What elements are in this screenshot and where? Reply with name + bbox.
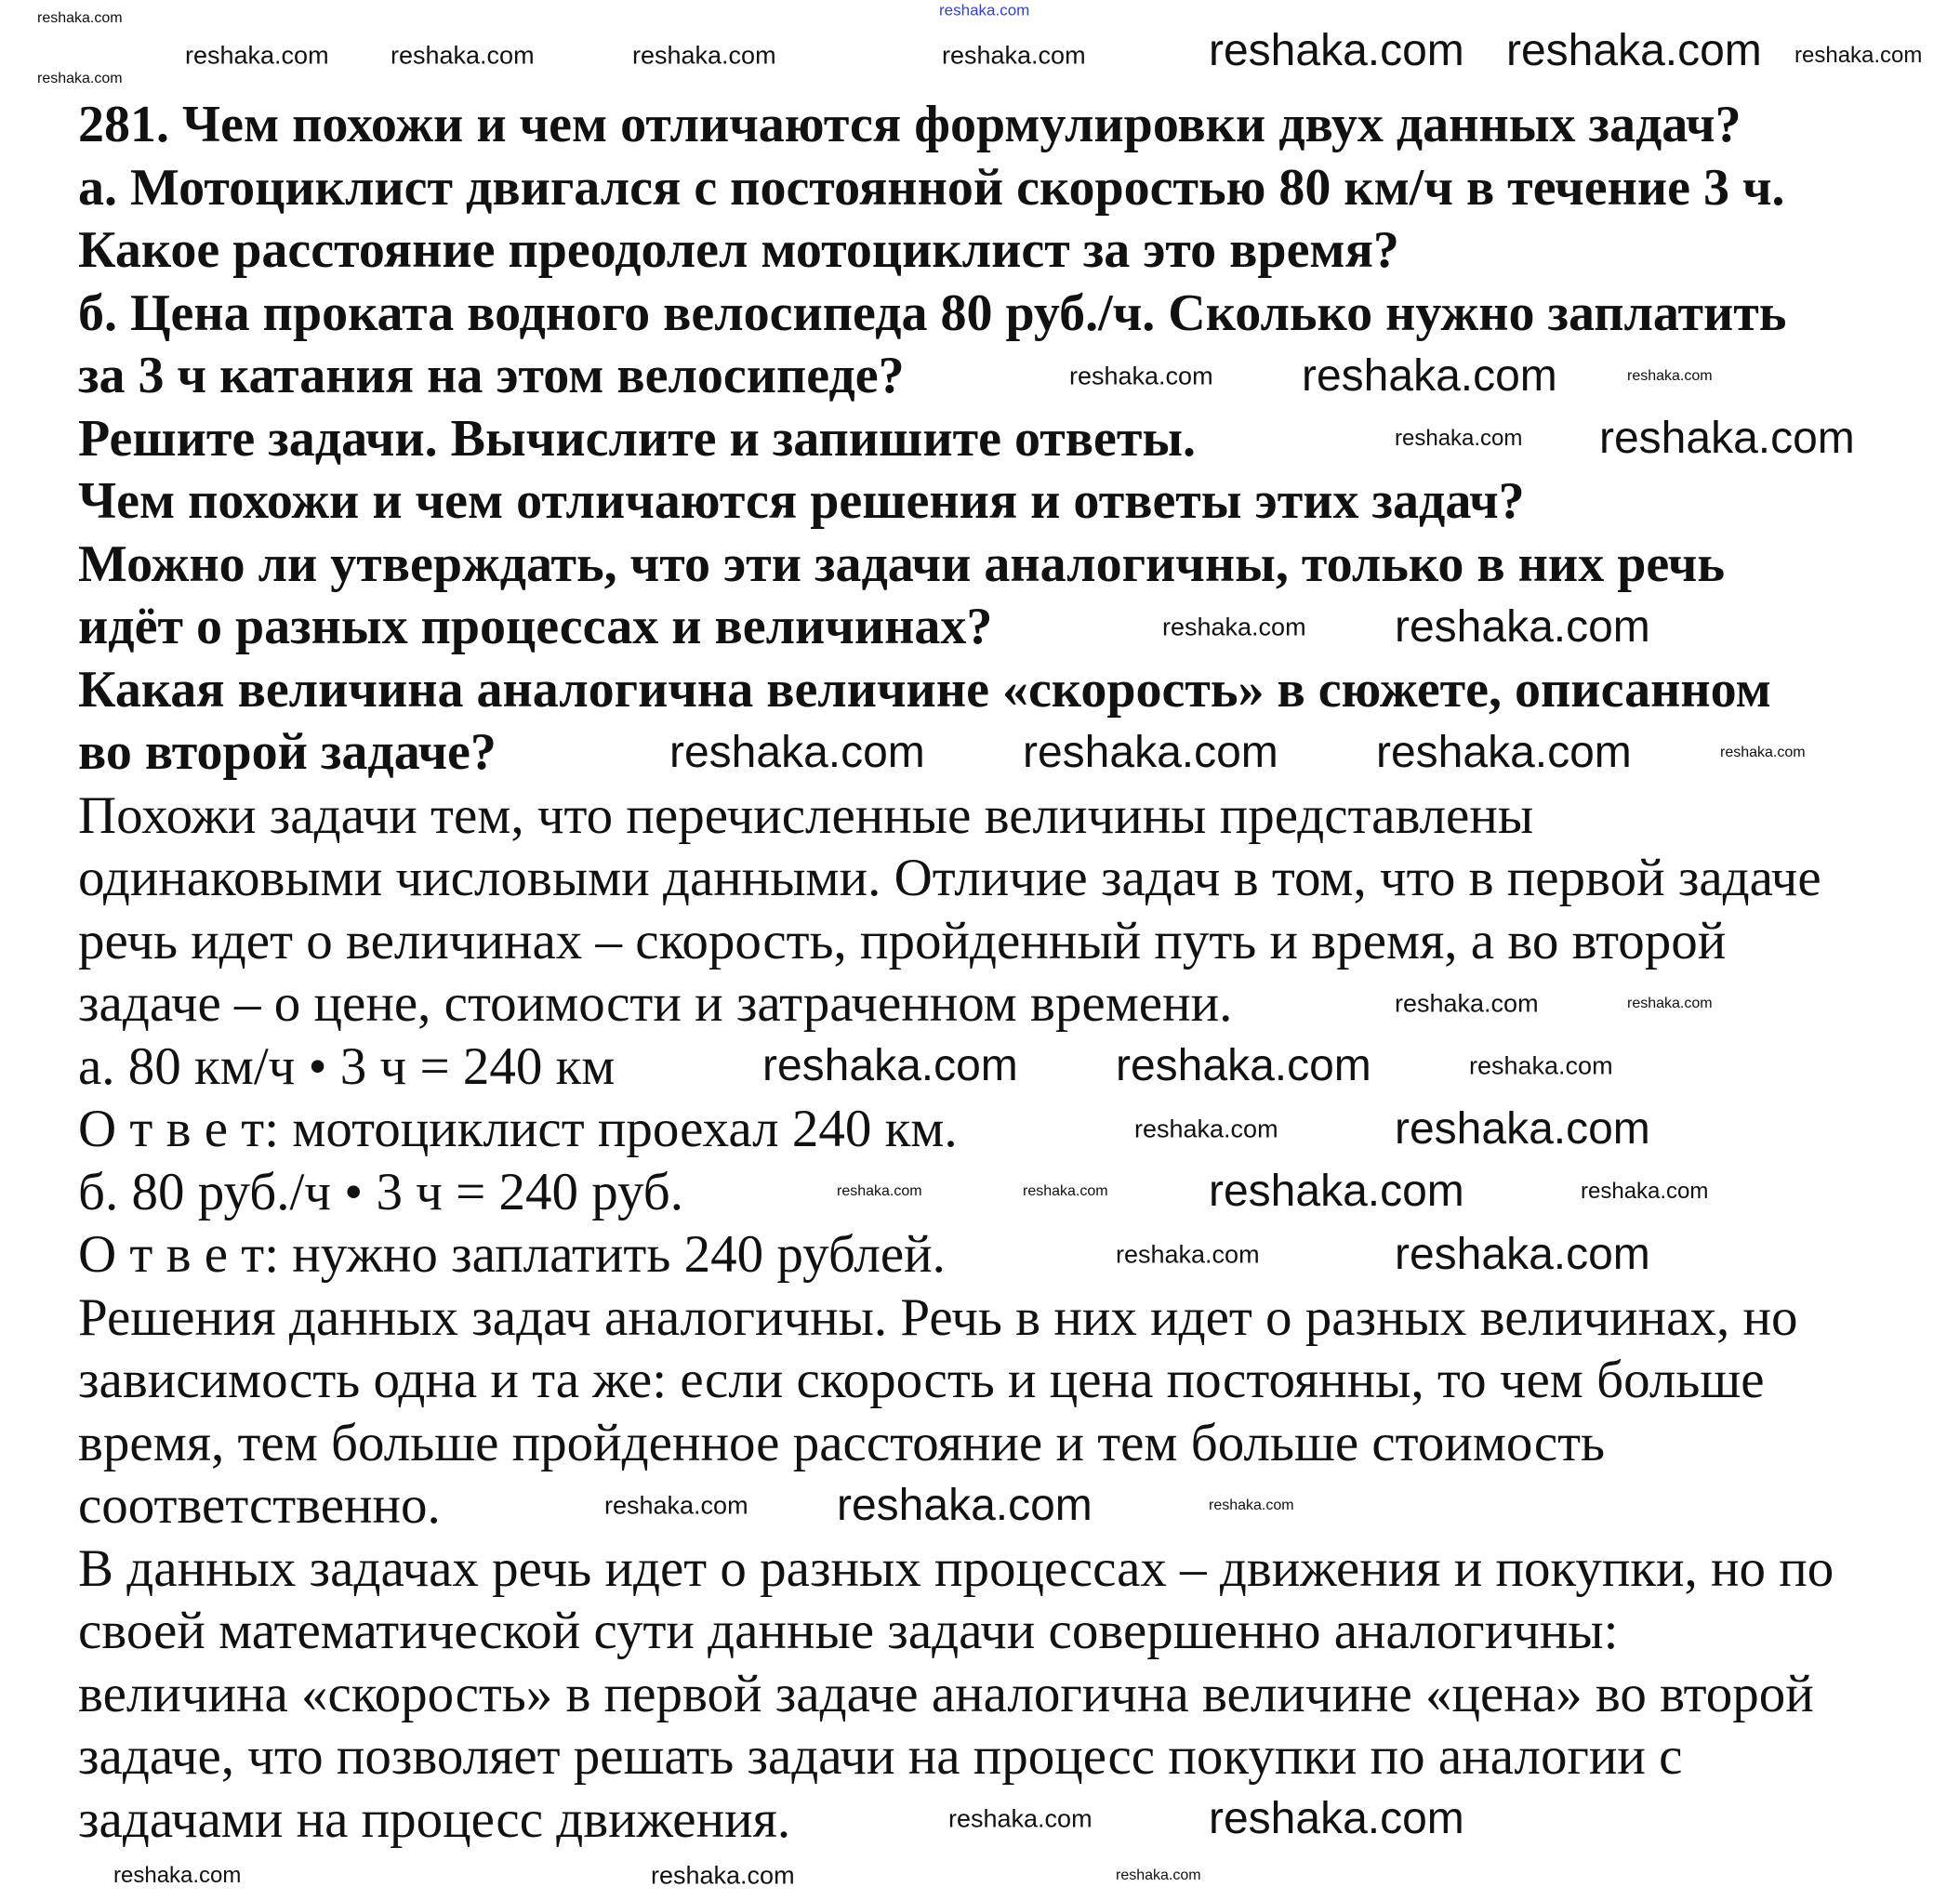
watermark: reshaka.com: [651, 1861, 795, 1890]
watermark: reshaka.com: [1162, 613, 1306, 641]
task-text-line: а. Мотоциклист двигался с постоянной скоростью 80 км/ч в течение 3 ч.: [78, 158, 1785, 217]
answer-text-line: речь идет о величинах – скорость, пройденный путь и время, а во второй: [78, 911, 1727, 970]
task-text-line: Чем похожи и чем отличаются решения и ответы этих задач?: [78, 472, 1525, 530]
watermark: reshaka.com: [1627, 996, 1713, 1011]
watermark: reshaka.com: [37, 71, 123, 86]
watermark: reshaka.com: [1023, 1183, 1108, 1199]
watermark: reshaka.com: [939, 1, 1030, 20]
answer-text-line: величина «скорость» в первой задаче аналогична величине «цена» во второй: [78, 1664, 1814, 1723]
watermark: reshaka.com: [1023, 728, 1278, 777]
answer-text-line: своей математической сути данные задачи совершенно аналогичны:: [78, 1602, 1619, 1660]
watermark: reshaka.com: [37, 10, 123, 26]
answer-text-line: зависимость одна и та же: если скорость и цена постоянны, то чем больше: [78, 1351, 1765, 1409]
watermark: reshaka.com: [1395, 1104, 1650, 1154]
task-text-line: за 3 ч катания на этом велосипеде?: [78, 347, 905, 404]
watermark: reshaka.com: [1069, 362, 1213, 390]
watermark: reshaka.com: [1395, 1230, 1650, 1279]
watermark: reshaka.com: [669, 728, 925, 777]
watermark: reshaka.com: [1209, 1167, 1464, 1216]
watermark: reshaka.com: [942, 41, 1086, 70]
watermark: reshaka.com: [1209, 26, 1464, 75]
watermark: reshaka.com: [1116, 1041, 1371, 1090]
watermark: reshaka.com: [1469, 1051, 1613, 1080]
answer-text-line: Похожи задачи тем, что перечисленные величины представлены: [78, 785, 1534, 845]
watermark: reshaka.com: [1376, 728, 1632, 777]
watermark: reshaka.com: [391, 41, 535, 70]
watermark: reshaka.com: [1116, 1240, 1260, 1269]
answer-text-line: задаче, что позволяет решать задачи на процесс покупки по аналогии с: [78, 1727, 1683, 1786]
watermark: reshaka.com: [1395, 989, 1539, 1018]
watermark: reshaka.com: [632, 41, 776, 70]
watermark: reshaka.com: [1302, 351, 1557, 401]
watermark: reshaka.com: [1209, 1498, 1294, 1513]
watermark: reshaka.com: [837, 1183, 922, 1199]
task-text-line: идёт о разных процессах и величинах?: [78, 598, 993, 655]
answer-text-line: а. 80 км/ч • 3 ч = 240 км: [78, 1036, 616, 1096]
task-text-line: Решите задачи. Вычислите и запишите ответы.: [78, 409, 1197, 468]
watermark: reshaka.com: [1720, 745, 1806, 760]
task-text-line: Какая величина аналогична величине «скорость» в сюжете, описанном: [78, 660, 1771, 719]
watermark: reshaka.com: [1794, 43, 1923, 68]
watermark: reshaka.com: [604, 1491, 748, 1520]
answer-text-line: соответственно.: [78, 1476, 441, 1535]
answer-text-line: время, тем больше пройденное расстояние и тем больше стоимость: [78, 1413, 1606, 1472]
task-text-line: во второй задаче?: [78, 723, 497, 781]
answer-text-line: задаче – о цене, стоимости и затраченном времени.: [78, 974, 1233, 1033]
watermark: reshaka.com: [1506, 26, 1762, 75]
watermark: reshaka.com: [1581, 1179, 1709, 1204]
watermark: reshaka.com: [185, 41, 329, 70]
watermark: reshaka.com: [762, 1041, 1018, 1090]
task-text-line: Можно ли утверждать, что эти задачи аналогичны, только в них речь: [78, 534, 1725, 593]
watermark: reshaka.com: [1209, 1794, 1464, 1843]
watermark: reshaka.com: [1116, 1867, 1201, 1883]
answer-text-line: одинаковыми числовыми данными. Отличие задач в том, что в первой задаче: [78, 849, 1821, 907]
answer-text-line: Решения данных задач аналогичны. Речь в них идет о разных величинах, но: [78, 1287, 1798, 1347]
watermark: reshaka.com: [1134, 1115, 1278, 1143]
answer-text-line: задачами на процесс движения.: [78, 1789, 791, 1849]
watermark: reshaka.com: [1395, 602, 1650, 652]
task-text-line: б. Цена проката водного велосипеда 80 руб./ч. Сколько нужно заплатить: [78, 284, 1787, 342]
task-text-line: Какое расстояние преодолел мотоциклист за это время?: [78, 221, 1399, 279]
answer-text-line: б. 80 руб./ч • 3 ч = 240 руб.: [78, 1162, 684, 1221]
answer-text-line: О т в е т: нужно заплатить 240 рублей.: [78, 1225, 946, 1284]
task-text-line: 281. Чем похожи и чем отличаются формулировки двух данных задач?: [78, 96, 1741, 153]
watermark: reshaka.com: [948, 1804, 1093, 1833]
watermark: reshaka.com: [837, 1481, 1093, 1530]
answer-text-line: О т в е т: мотоциклист проехал 240 км.: [78, 1100, 958, 1158]
answer-text-line: В данных задачах речь идет о разных процессах – движения и покупки, но по: [78, 1538, 1834, 1598]
watermark: reshaka.com: [1627, 368, 1713, 384]
watermark: reshaka.com: [113, 1863, 242, 1888]
watermark: reshaka.com: [1395, 426, 1523, 451]
watermark: reshaka.com: [1599, 414, 1855, 463]
